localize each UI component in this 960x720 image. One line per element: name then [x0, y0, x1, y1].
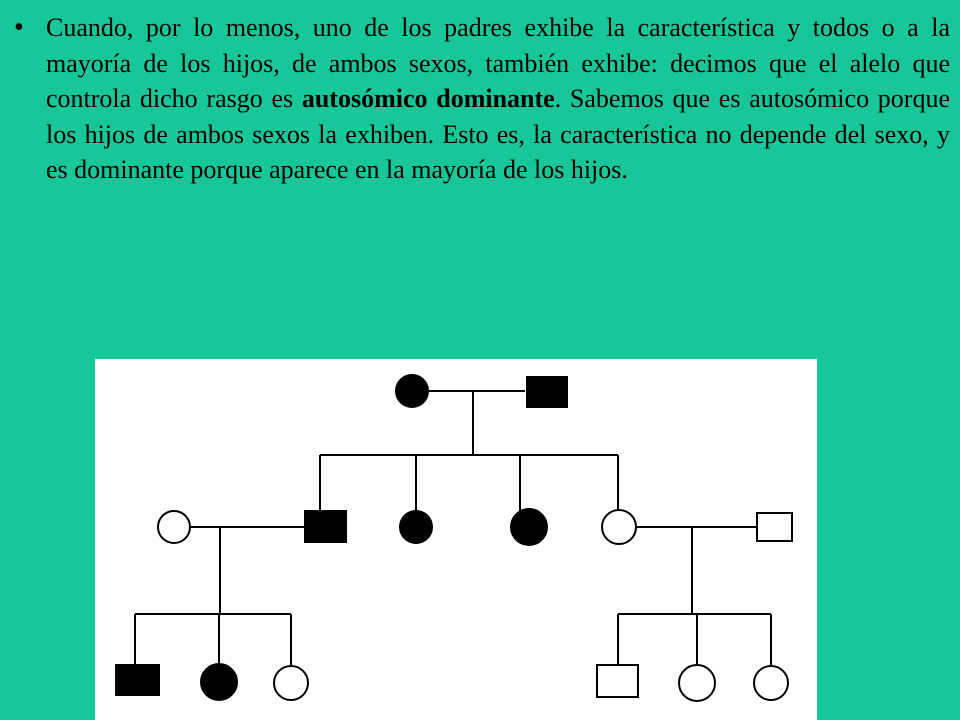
female-affected-II-3: [400, 511, 432, 543]
pedigree-diagram: [95, 359, 817, 720]
pedigree-lines: [135, 391, 771, 666]
female-unaffected-III-6: [754, 666, 788, 700]
female-affected-II-4: [511, 509, 547, 545]
male-affected-III-1: [116, 665, 159, 695]
female-affected-I-1: [396, 375, 428, 407]
male-unaffected-III-4: [597, 665, 638, 697]
female-affected-III-2: [201, 664, 237, 700]
text-part-2: . Sabemos que es autosómico porque los hijos de ambos sexos la exhiben. Esto es, la característica no depende del sexo, y es dominante porque aparece en la mayoría de los hijos.: [46, 84, 950, 184]
female-unaffected-III-3: [274, 666, 308, 700]
text-part-1: Cuando, por lo menos, uno de los padres exhibe la característica y todos o a la mayoría de los hijos, de ambos sexos, también exhibe: decimos que el alelo que controla dicho rasgo es: [46, 13, 950, 113]
description-paragraph: [46, 10, 950, 188]
female-unaffected-III-5: [679, 665, 715, 701]
bullet-point: •: [14, 12, 24, 43]
pedigree-svg: [95, 359, 817, 720]
female-unaffected-II-1: [158, 511, 190, 543]
bold-term: autosómico dominante: [301, 84, 555, 113]
male-affected-II-2: [305, 511, 346, 542]
female-unaffected-II-5: [602, 510, 636, 544]
male-unaffected-II-6: [757, 513, 792, 541]
male-affected-I-2: [527, 377, 567, 407]
